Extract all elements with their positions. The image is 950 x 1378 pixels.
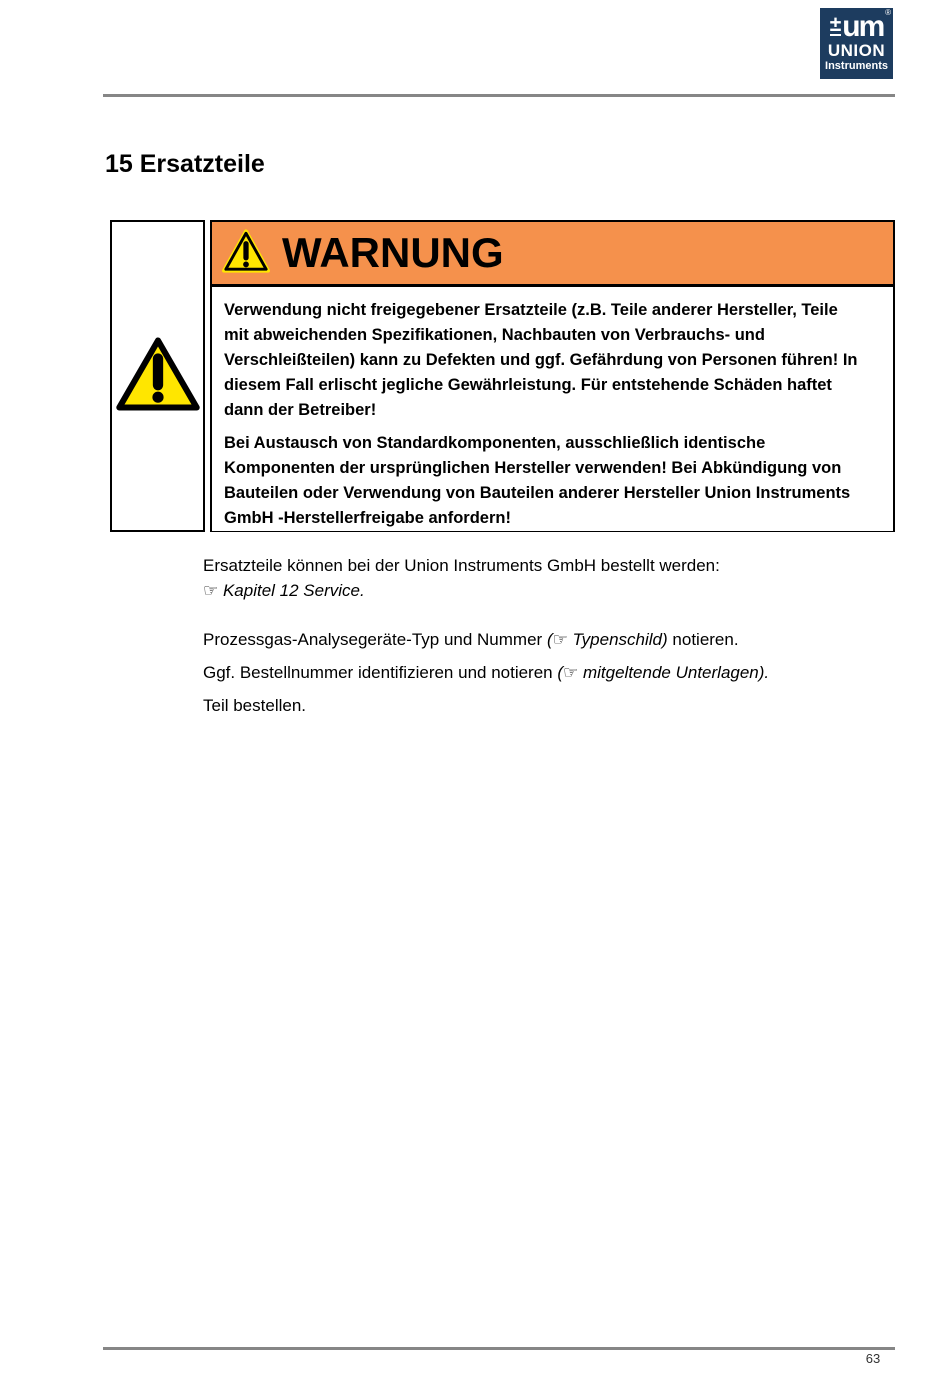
ggf-paragraph [203,660,883,685]
ggf-reference: (☞ mitgeltende Unterlagen). [557,663,770,682]
order-paragraph [203,553,883,603]
ggf-text: Ggf. Bestellnummer identifizieren und notieren [203,663,558,682]
plus-minus-glyph: ± [829,13,842,36]
um-glyph: um [842,10,884,43]
header-rule [103,94,895,97]
warning-box [110,220,895,532]
warning-content [210,220,895,532]
registered-trademark: ® [885,8,891,17]
warning-triangle-icon [115,335,201,418]
logo-text-union: UNION [827,41,886,60]
type-text-end: notieren. [667,630,739,649]
footer-rule [103,1347,895,1350]
warning-icon-cell [110,220,205,532]
order-part-line: Teil bestellen. [203,696,307,715]
type-text: Prozessgas-Analysegeräte-Typ und Nummer [203,630,547,649]
type-paragraph [203,627,883,652]
page-title: 15 Ersatzteile [105,150,265,178]
page-number: 63 [865,1351,881,1366]
warning-paragraph-2: Bei Austausch von Standardkomponenten, ausschließlich identische Komponenten der ursprünglichen Hersteller verwenden! Bei Abkündigung von Bauteilen oder Verwendung von Bauteilen anderer Hersteller Union Instruments GmbH -Herstellerfreigabe anfordern! [224,434,851,527]
order-line: Ersatzteile können bei der Union Instruments GmbH bestellt werden: [203,556,720,575]
warning-title: WARNUNG [282,229,504,276]
type-reference: (☞ Typenschild) [546,630,668,649]
warning-header [212,222,893,287]
logo-glyph [830,10,884,42]
warning-body [212,287,893,531]
order-reference: ☞ Kapitel 12 Service. [203,581,365,600]
warning-paragraph-1: Verwendung nicht freigegebener Ersatzteile (z.B. Teile anderer Hersteller, Teile mit abweichenden Spezifikationen, Nachbauten von Verbrauchs- und Verschleißteilen) kann zu Defekten und ggf. Gefährdung von Personen führen! In diesem Fall erlischt jegliche Gewährleistung. Für entstehende Schäden haftet dann der Betreiber! [224,301,858,419]
body-text [203,553,883,718]
logo-text-instruments: Instruments [825,60,888,72]
union-instruments-logo [820,8,893,79]
order-part-paragraph [203,693,883,718]
warning-triangle-small-icon [222,229,270,278]
